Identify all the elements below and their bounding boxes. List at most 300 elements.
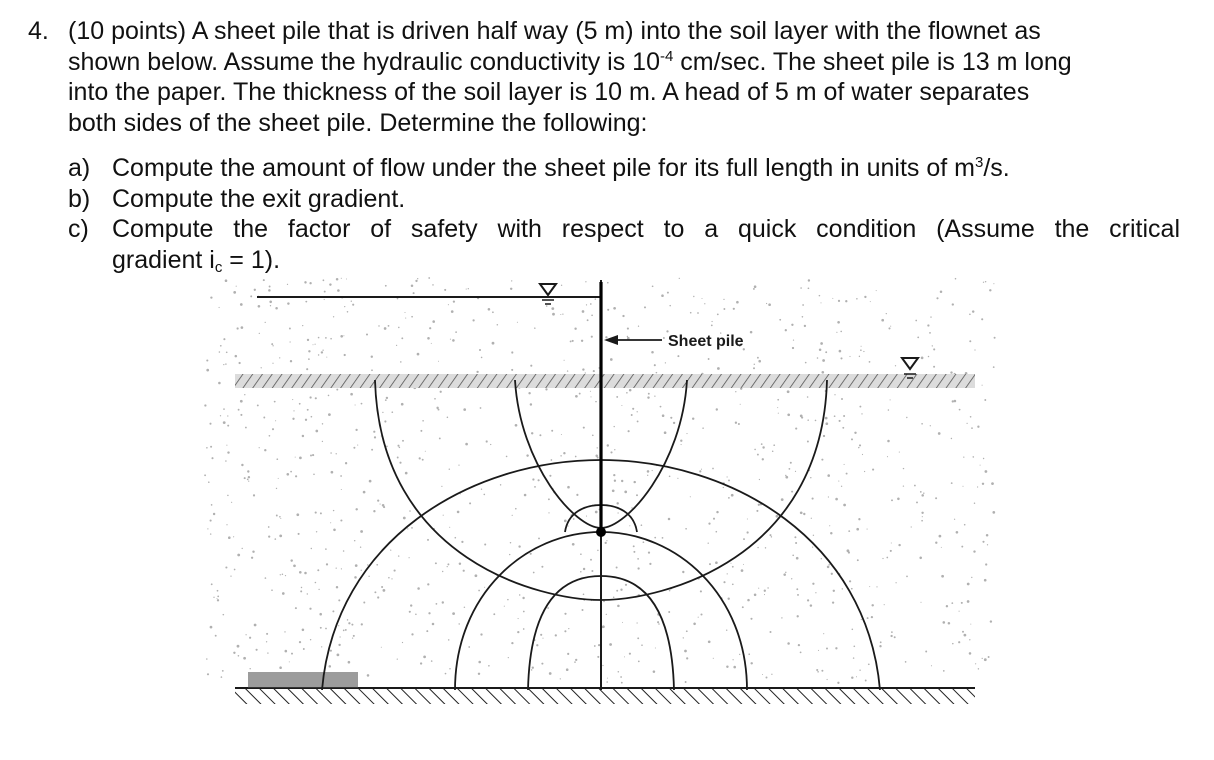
soil-speckle [723,299,724,300]
soil-speckle [213,513,215,515]
soil-speckle [221,676,223,678]
soil-speckle [280,518,281,519]
soil-speckle [333,510,334,511]
soil-speckle [522,597,524,599]
soil-speckle [840,331,842,333]
soil-speckle [417,278,418,279]
soil-speckle [822,359,825,362]
exponent: -4 [659,47,674,65]
soil-speckle [633,551,635,553]
soil-speckle [385,285,387,287]
soil-speckle [497,324,499,326]
soil-speckle [767,587,768,588]
soil-speckle [308,350,310,352]
soil-speckle [637,637,639,639]
soil-speckle [480,407,482,409]
soil-speckle [787,390,790,393]
soil-speckle [693,623,696,626]
soil-speckle [472,319,474,321]
soil-speckle [227,425,229,427]
soil-speckle [757,357,759,359]
soil-speckle [397,457,399,459]
soil-speckle [483,494,485,496]
soil-speckle [936,297,938,299]
soil-speckle [800,415,803,418]
soil-speckle [235,355,238,358]
soil-speckle [225,363,226,364]
soil-speckle [607,444,609,446]
soil-speckle [849,356,850,357]
soil-speckle [994,337,996,339]
soil-speckle [959,409,961,411]
soil-speckle [821,670,823,672]
soil-speckle [575,659,577,661]
soil-speckle [920,602,921,603]
soil-speckle [238,409,240,411]
soil-speckle [759,479,760,480]
soil-speckle [486,440,488,442]
soil-speckle [888,327,890,329]
soil-speckle [507,599,509,601]
soil-speckle [851,438,853,440]
soil-speckle [431,343,432,344]
soil-speckle [222,670,224,672]
soil-speckle [468,288,469,289]
soil-speckle [969,639,970,640]
soil-speckle [449,527,450,528]
soil-speckle [861,619,862,620]
soil-speckle [750,618,752,620]
soil-speckle [515,424,518,427]
soil-speckle [326,563,328,565]
soil-speckle [652,470,653,471]
soil-speckle [743,538,745,540]
soil-speckle [827,474,830,477]
soil-speckle [352,304,354,306]
soil-speckle [551,307,554,310]
soil-speckle [933,348,935,350]
soil-speckle [750,662,752,664]
soil-speckle [405,472,408,475]
soil-speckle [627,328,629,330]
soil-speckle [881,319,884,322]
soil-speckle [511,642,513,644]
soil-speckle [415,280,417,282]
soil-speckle [955,278,957,280]
soil-speckle [985,281,986,282]
soil-speckle [770,534,772,536]
soil-speckle [787,413,790,416]
soil-speckle [929,332,931,334]
soil-speckle [825,422,828,425]
soil-speckle [250,295,252,297]
soil-speckle [648,552,650,554]
soil-speckle [821,371,824,374]
soil-speckle [713,518,715,520]
soil-speckle [903,468,904,469]
soil-speckle [422,420,424,422]
soil-speckle [240,414,242,416]
soil-speckle [859,356,860,357]
soil-speckle [425,451,426,452]
part-a-text: Compute the amount of flow under the sheet pile for its full length in units of $m^3/s$. [112,154,1010,182]
soil-speckle [853,645,855,647]
soil-speckle [307,593,308,594]
soil-speckle [289,661,290,662]
soil-speckle [802,316,804,318]
soil-speckle [825,351,827,353]
soil-speckle [442,601,444,603]
soil-speckle [848,551,850,553]
soil-speckle [723,487,724,488]
soil-speckle [305,301,307,303]
soil-speckle [391,411,393,413]
soil-speckle [244,477,246,479]
soil-speckle [649,563,651,565]
soil-speckle [210,626,213,629]
part-b-label: b) [68,184,91,213]
soil-speckle [595,511,598,514]
soil-speckle [753,367,755,369]
soil-speckle [731,494,734,497]
soil-speckle [206,369,209,372]
soil-speckle [268,526,270,528]
soil-speckle [280,574,281,575]
soil-speckle [329,665,332,668]
soil-speckle [669,305,671,307]
soil-speckle [805,362,807,364]
soil-speckle [988,656,990,658]
soil-speckle [449,468,450,469]
soil-speckle [621,405,622,406]
soil-speckle [967,600,970,603]
soil-speckle [299,571,302,574]
soil-speckle [606,681,608,683]
soil-speckle [708,358,710,360]
soil-speckle [409,557,410,558]
soil-speckle [898,544,900,546]
soil-speckle [726,666,728,668]
soil-speckle [547,607,549,609]
soil-speckle [923,492,924,493]
soil-speckle [555,634,557,636]
soil-speckle [899,452,900,453]
soil-speckle [962,486,963,487]
soil-speckle [510,542,511,543]
soil-speckle [355,429,357,431]
soil-speckle [954,519,955,520]
soil-speckle [244,394,245,395]
soil-speckle [800,287,802,289]
soil-speckle [803,513,805,515]
soil-speckle [861,346,862,347]
soil-speckle [292,418,294,420]
soil-speckle [563,452,565,454]
soil-speckle [336,567,337,568]
soil-speckle [227,415,228,416]
soil-speckle [796,588,798,590]
soil-speckle [337,289,340,292]
soil-speckle [238,362,240,364]
soil-speckle [223,408,225,410]
soil-speckle [441,486,442,487]
soil-speckle [636,494,638,496]
soil-speckle [254,289,256,291]
soil-speckle [838,300,840,302]
soil-speckle [447,563,449,565]
soil-speckle [218,382,221,385]
soil-speckle [985,563,987,565]
soil-speckle [616,396,618,398]
soil-speckle [249,668,250,669]
soil-speckle [915,320,917,322]
soil-speckle [371,449,373,451]
soil-speckle [340,519,342,521]
soil-speckle [290,471,292,473]
soil-speckle [717,367,720,370]
soil-speckle [208,481,210,483]
soil-speckle [661,294,664,297]
soil-speckle [792,347,794,349]
soil-speckle [967,583,970,586]
soil-speckle [887,456,888,457]
soil-speckle [590,391,591,392]
soil-speckle [455,331,457,333]
soil-speckle [417,353,420,356]
soil-speckle [225,279,228,282]
soil-speckle [757,547,758,548]
soil-speckle [836,332,837,333]
soil-speckle [444,289,446,291]
soil-speckle [210,533,211,534]
soil-speckle [307,339,309,341]
soil-speckle [804,325,806,327]
soil-speckle [211,457,213,459]
soil-speckle [388,577,390,579]
soil-speckle [275,307,278,310]
soil-speckle [840,357,842,359]
soil-speckle [736,301,739,304]
soil-speckle [636,622,637,623]
soil-speckle [602,665,603,666]
soil-speckle [808,287,810,289]
soil-speckle [511,351,513,353]
soil-speckle [439,437,441,439]
soil-speckle [410,604,412,606]
soil-speckle [626,392,628,394]
soil-speckle [860,349,862,351]
soil-speckle [807,419,809,421]
soil-speckle [490,444,491,445]
soil-speckle [352,637,353,638]
statement-line-2: shown below. Assume the hydraulic conductivity is $10^{-4}$ cm/sec. The sheet pile is 13 m long [68,47,1072,76]
soil-speckle [285,650,288,653]
soil-speckle [905,661,907,663]
soil-speckle [301,587,302,588]
soil-speckle [970,416,972,418]
soil-speckle [733,666,736,669]
soil-speckle [247,479,249,481]
soil-speckle [802,304,804,306]
soil-speckle [518,618,519,619]
soil-speckle [241,326,244,329]
soil-speckle [867,529,868,530]
soil-speckle [451,310,454,313]
soil-speckle [315,430,318,433]
soil-speckle [381,586,383,588]
soil-speckle [381,647,382,648]
soil-speckle [938,432,941,435]
soil-speckle [269,301,272,304]
soil-speckle [591,314,593,316]
soil-speckle [591,570,593,572]
soil-speckle [348,661,351,664]
soil-speckle [371,356,373,358]
soil-speckle [595,401,597,403]
soil-speckle [858,518,860,520]
soil-speckle [869,586,870,587]
soil-speckle [404,312,405,313]
soil-speckle [717,313,719,315]
soil-speckle [302,629,305,632]
soil-speckle [980,465,981,466]
soil-speckle [644,306,646,308]
soil-speckle [587,319,589,321]
soil-speckle [837,682,839,684]
soil-speckle [481,357,483,359]
soil-speckle [518,545,520,547]
soil-speckle [274,538,276,540]
soil-speckle [681,444,682,445]
soil-speckle [708,543,709,544]
soil-speckle [863,351,864,352]
soil-speckle [891,631,893,633]
soil-speckle [568,628,569,629]
soil-speckle [411,633,413,635]
soil-speckle [952,303,954,305]
soil-speckle [830,532,832,534]
soil-speckle [328,395,330,397]
soil-speckle [839,420,841,422]
soil-speckle [817,357,819,359]
soil-speckle [276,488,277,489]
soil-speckle [206,359,208,361]
soil-speckle [895,365,896,366]
soil-speckle [958,641,960,643]
soil-speckle [585,281,586,282]
soil-speckle [233,291,236,294]
soil-speckle [320,627,322,629]
soil-speckle [443,515,444,516]
soil-speckle [982,483,984,485]
soil-speckle [777,399,779,401]
soil-speckle [307,409,309,411]
soil-speckle [818,650,819,651]
soil-speckle [647,396,649,398]
soil-speckle [223,338,225,340]
soil-speckle [637,558,639,560]
soil-speckle [530,365,532,367]
soil-speckle [581,609,583,611]
soil-speckle [286,473,289,476]
soil-speckle [399,462,401,464]
soil-speckle [560,314,561,315]
soil-speckle [289,328,291,330]
soil-speckle [748,653,750,655]
soil-speckle [886,313,887,314]
soil-speckle [876,290,877,291]
soil-speckle [851,676,853,678]
soil-speckle [566,668,569,671]
soil-speckle [638,326,639,327]
soil-speckle [664,431,667,434]
soil-speckle [583,427,585,429]
soil-speckle [504,606,505,607]
soil-speckle [564,613,566,615]
soil-speckle [633,545,635,547]
soil-speckle [225,460,227,462]
soil-speckle [582,368,584,370]
soil-speckle [812,547,813,548]
soil-speckle [226,445,227,446]
soil-speckle [823,435,825,437]
soil-speckle [548,498,550,500]
soil-speckle [648,393,650,395]
soil-speckle [322,350,323,351]
part-c-text: Compute the factor of safety with respect to a quick condition (Assume the critical [112,215,1180,243]
soil-speckle [368,576,369,577]
soil-speckle [299,641,301,643]
soil-speckle [859,669,860,670]
soil-speckle [447,417,449,419]
soil-speckle [448,639,450,641]
soil-speckle [747,518,748,519]
soil-speckle [351,624,353,626]
soil-speckle [226,351,228,353]
soil-speckle [318,337,320,339]
soil-speckle [641,524,643,526]
soil-speckle [992,511,995,514]
soil-speckle [631,414,633,416]
soil-speckle [432,284,434,286]
soil-speckle [891,542,892,543]
soil-speckle [612,489,615,492]
soil-speckle [984,399,986,401]
soil-speckle [753,288,755,290]
soil-speckle [597,656,599,658]
soil-speckle [711,325,713,327]
soil-speckle [478,590,480,592]
soil-speckle [785,329,787,331]
soil-speckle [739,654,740,655]
soil-speckle [398,555,399,556]
soil-speckle [733,308,735,310]
soil-speckle [795,471,796,472]
soil-speckle [484,587,485,588]
soil-speckle [268,289,271,292]
soil-speckle [304,281,306,283]
soil-speckle [545,388,547,390]
soil-speckle [961,546,963,548]
soil-speckle [452,612,455,615]
soil-speckle [785,475,786,476]
soil-speckle [204,474,206,476]
soil-speckle [331,471,334,474]
soil-speckle [551,430,553,432]
soil-speckle [810,604,812,606]
soil-speckle [391,578,392,579]
soil-speckle [344,306,345,307]
